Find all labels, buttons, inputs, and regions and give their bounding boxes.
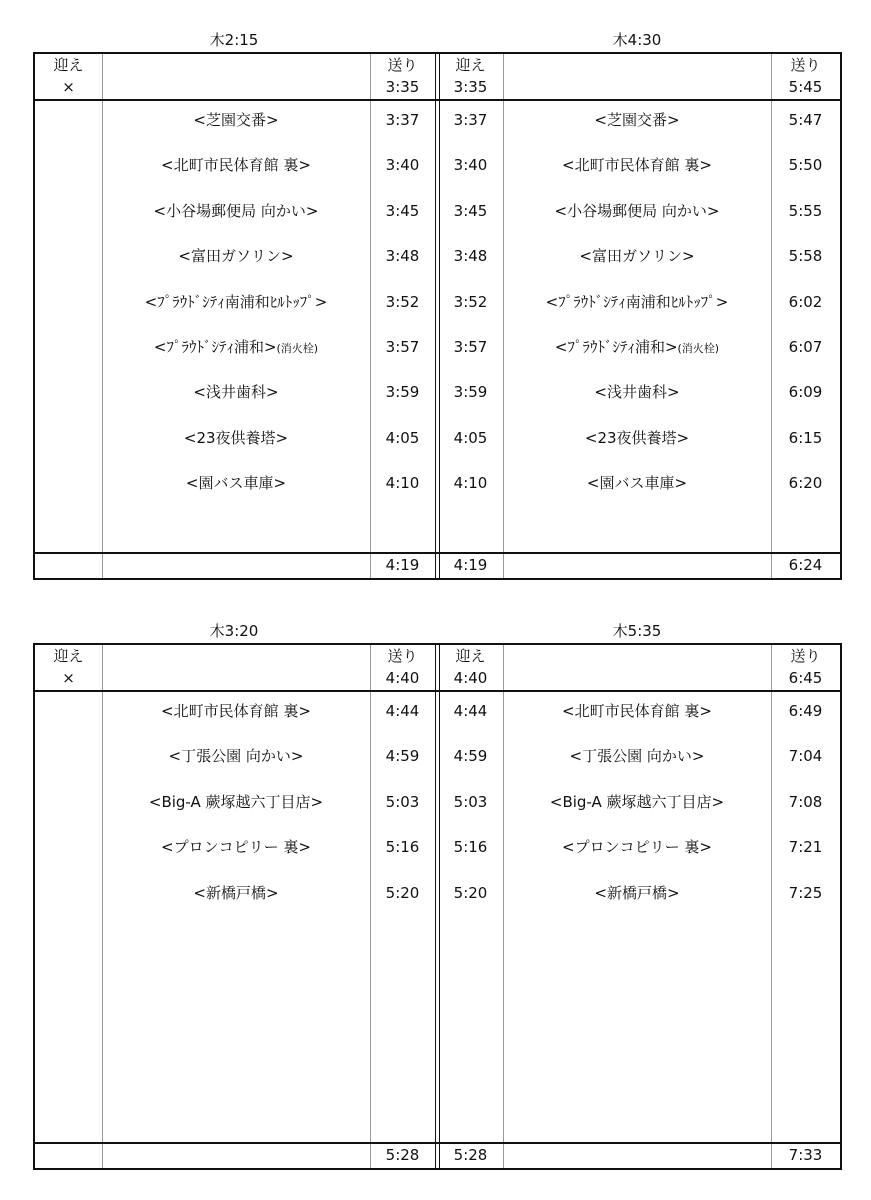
stop-label: <北町市民体育館 裏>: [161, 702, 311, 720]
stop-time: 6:02: [788, 292, 823, 311]
column-divider: [503, 54, 504, 578]
stop-time: 3:52: [385, 292, 420, 311]
stop-time: 5:03: [385, 792, 420, 811]
stop-name: [102, 382, 370, 402]
stop-time: 7:04: [788, 747, 823, 766]
pickup-header: 迎え: [455, 647, 486, 665]
pickup-start-time: 4:40: [453, 669, 488, 687]
stop-time: 7:21: [788, 838, 823, 857]
stop-time: 6:07: [788, 338, 823, 356]
header-divider: [35, 690, 840, 692]
stop-time: 4:44: [385, 702, 420, 720]
stop-label: <芝園交番>: [193, 111, 279, 129]
stop-name: [102, 246, 370, 266]
column-divider: [102, 645, 103, 1168]
stop-label: <ﾌﾟﾗｳﾄﾞｼﾃｨ浦和>: [153, 338, 277, 356]
stop-label: <新橋戸橋>: [193, 883, 279, 902]
stop-time: 5:55: [788, 201, 823, 220]
stop-pickup-time: 3:57: [453, 338, 488, 356]
pickup-end-time: 5:28: [453, 1146, 488, 1164]
stop-time: 3:59: [385, 383, 420, 402]
stop-pickup-time: 3:52: [453, 292, 488, 311]
stop-time: 4:59: [385, 747, 420, 766]
drop-header: 送り: [387, 647, 418, 665]
stop-time: 6:15: [788, 428, 823, 447]
pickup-header: 迎え: [53, 647, 84, 665]
stop-label: <小谷場郵便局 向かい>: [554, 201, 720, 220]
stop-label: <浅井歯科>: [193, 383, 279, 402]
stop-time: 5:16: [385, 838, 420, 857]
stop-name: [102, 792, 370, 812]
stop-name: [503, 428, 771, 448]
stop-time: 4:05: [385, 428, 420, 447]
departure-time: 4:40: [385, 669, 420, 687]
pickup-header: 迎え: [53, 56, 84, 74]
stop-pickup-time: 5:20: [453, 883, 488, 902]
stop-name: [503, 246, 771, 266]
pickup-start-time: 3:35: [453, 78, 488, 96]
schedule-title-right: 木5:35: [612, 622, 662, 640]
stop-time: 5:58: [788, 247, 823, 266]
stop-time: 5:47: [788, 111, 823, 129]
column-divider: [503, 645, 504, 1168]
column-divider: [370, 54, 371, 578]
stop-label: <ﾌﾟﾗｳﾄﾞｼﾃｨ南浦和ﾋﾙﾄｯﾌﾟ>: [545, 292, 729, 311]
stop-pickup-time: 3:40: [453, 156, 488, 175]
stop-name: [503, 473, 771, 493]
stop-name: [503, 382, 771, 402]
footer-divider: [35, 1142, 840, 1144]
drop-header: 送り: [790, 56, 821, 74]
stop-name: [102, 428, 370, 448]
stop-label: <北町市民体育館 裏>: [161, 156, 311, 175]
column-divider: [102, 54, 103, 578]
stop-time: 4:10: [385, 474, 420, 493]
stop-pickup-time: 4:59: [453, 747, 488, 766]
stop-note: (消火栓): [276, 342, 319, 355]
route-table: [33, 52, 842, 580]
stop-label: <富田ガソリン>: [178, 247, 294, 266]
stop-pickup-time: 3:48: [453, 247, 488, 266]
column-divider: [771, 645, 772, 1168]
stop-time: 7:25: [788, 883, 823, 902]
pickup-end-time: 4:19: [453, 556, 488, 574]
stop-name: [503, 201, 771, 221]
schedule-title-right: 木4:30: [612, 31, 662, 49]
stop-time: 3:57: [385, 338, 420, 356]
stop-label: <丁張公園 向かい>: [569, 747, 705, 766]
schedule-divider: [435, 645, 440, 1168]
departure-time: 3:35: [385, 78, 420, 96]
stop-pickup-time: 3:59: [453, 383, 488, 402]
drop-header: 送り: [387, 56, 418, 74]
stop-label: <プロンコピリー 裏>: [562, 838, 712, 857]
stop-time: 5:50: [788, 156, 823, 175]
header-divider: [35, 99, 840, 101]
stop-label: <Big-A 蕨塚越六丁目店>: [549, 792, 725, 811]
stop-name: [503, 837, 771, 857]
stop-name: [102, 473, 370, 493]
schedule-title-left: 木3:20: [209, 622, 259, 640]
stop-time: 7:08: [788, 792, 823, 811]
stop-label: <丁張公園 向かい>: [168, 747, 304, 766]
stop-pickup-time: 3:45: [453, 201, 488, 220]
departure-time: 6:45: [788, 669, 823, 687]
arrival-time: 6:24: [788, 556, 823, 574]
stop-label: <Big-A 蕨塚越六丁目店>: [148, 792, 324, 811]
stop-label: <ﾌﾟﾗｳﾄﾞｼﾃｨ南浦和ﾋﾙﾄｯﾌﾟ>: [144, 292, 328, 311]
stop-name: [503, 292, 771, 312]
column-divider: [370, 645, 371, 1168]
stop-name: [102, 883, 370, 903]
stop-name: [102, 110, 370, 130]
stop-label: <プロンコピリー 裏>: [161, 838, 311, 857]
arrival-time: 7:33: [788, 1146, 823, 1164]
stop-name: [102, 292, 370, 312]
stop-time: 6:20: [788, 474, 823, 493]
stop-name: [503, 110, 771, 130]
stop-time: 3:45: [385, 201, 420, 220]
departure-time: 5:45: [788, 78, 823, 96]
stop-label: <園バス車庫>: [185, 474, 287, 493]
arrival-time: 4:19: [385, 556, 420, 574]
stop-time: 6:09: [788, 383, 823, 402]
pickup-header: 迎え: [455, 56, 486, 74]
drop-header: 送り: [790, 647, 821, 665]
stop-name: [503, 155, 771, 175]
stop-time: 3:37: [385, 111, 420, 129]
stop-pickup-time: 4:44: [453, 702, 488, 720]
stop-label: <芝園交番>: [594, 111, 680, 129]
stop-time: 6:49: [788, 702, 823, 720]
stop-name: [503, 792, 771, 812]
stop-label: <北町市民体育館 裏>: [562, 702, 712, 720]
stop-label: <北町市民体育館 裏>: [562, 156, 712, 175]
column-divider: [771, 54, 772, 578]
stop-name: [102, 337, 370, 359]
stop-label: <富田ガソリン>: [579, 247, 695, 266]
stop-time: 5:20: [385, 883, 420, 902]
stop-pickup-time: 3:37: [453, 111, 488, 129]
stop-pickup-time: 5:03: [453, 792, 488, 811]
stop-name: [102, 701, 370, 721]
schedule-title-left: 木2:15: [209, 31, 259, 49]
stop-name: [503, 701, 771, 721]
stop-name: [102, 746, 370, 766]
stop-label: <23夜供養塔>: [183, 428, 289, 447]
stop-name: [503, 337, 771, 359]
stop-label: <園バス車庫>: [586, 474, 688, 493]
stop-pickup-time: 4:05: [453, 428, 488, 447]
stop-name: [102, 155, 370, 175]
arrival-time: 5:28: [385, 1146, 420, 1164]
stop-time: 3:48: [385, 247, 420, 266]
stop-label: <新橋戸橋>: [594, 883, 680, 902]
stop-time: 3:40: [385, 156, 420, 175]
stop-pickup-time: 5:16: [453, 838, 488, 857]
stop-pickup-time: 4:10: [453, 474, 488, 493]
stop-name: [503, 746, 771, 766]
stop-label: <小谷場郵便局 向かい>: [153, 201, 319, 220]
stop-label: <ﾌﾟﾗｳﾄﾞｼﾃｨ浦和>: [554, 338, 678, 356]
pickup-not-applicable-mark: ×: [62, 669, 75, 687]
stop-name: [102, 201, 370, 221]
stop-note: (消火栓): [677, 342, 720, 355]
pickup-not-applicable-mark: ×: [62, 78, 75, 96]
stop-name: [102, 837, 370, 857]
stop-name: [503, 883, 771, 903]
stop-label: <23夜供養塔>: [584, 428, 690, 447]
schedule-divider: [435, 54, 440, 578]
stop-label: <浅井歯科>: [594, 383, 680, 402]
route-table: [33, 643, 842, 1170]
footer-divider: [35, 552, 840, 554]
